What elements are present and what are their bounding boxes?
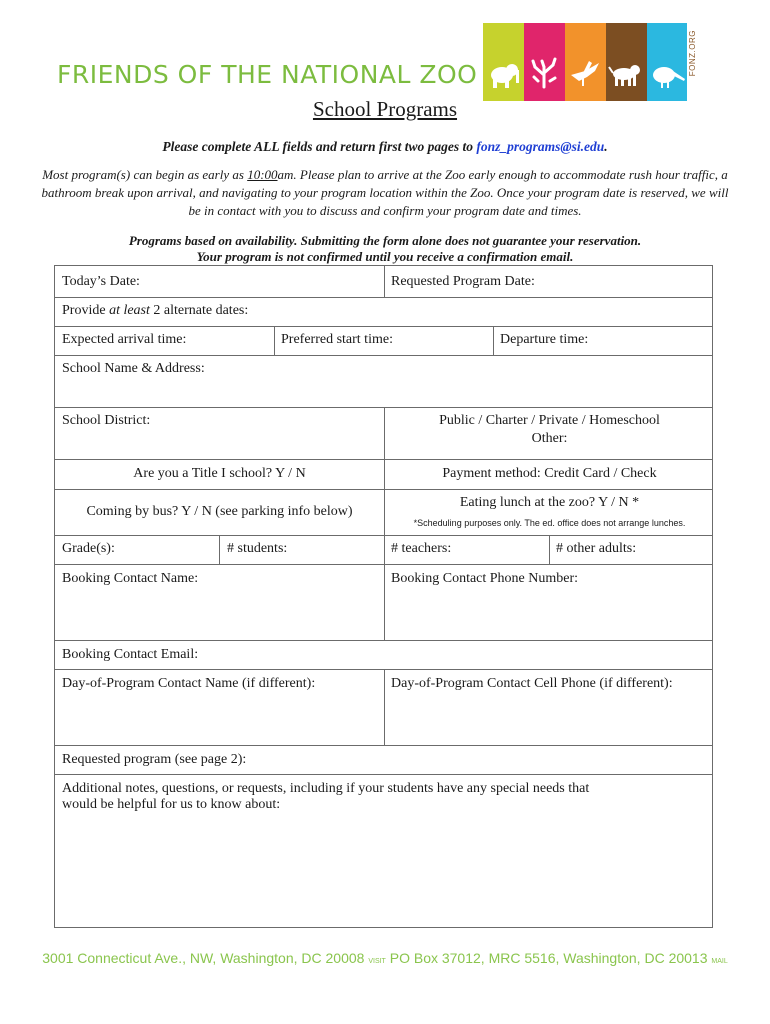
requested-program-field[interactable]: Requested program (see page 2): bbox=[62, 752, 247, 767]
bus-question[interactable]: Coming by bus? Y / N (see parking info below) bbox=[86, 504, 353, 519]
mail-address: PO Box 37012, MRC 5516, Washington, DC 20013 bbox=[385, 950, 712, 966]
mail-tag: MAIL bbox=[711, 958, 728, 965]
registration-form bbox=[54, 265, 713, 928]
requested-program-date-field[interactable]: Requested Program Date: bbox=[391, 274, 535, 289]
column-divider bbox=[493, 326, 494, 355]
notes-label-line-2: would be helpful for us to know about: bbox=[62, 797, 281, 812]
lunch-question[interactable]: Eating lunch at the zoo? Y / N * bbox=[459, 495, 640, 510]
booking-contact-name-field[interactable]: Booking Contact Name: bbox=[62, 571, 199, 586]
row-divider bbox=[55, 774, 712, 775]
row-divider bbox=[55, 297, 712, 298]
booking-contact-email-field[interactable]: Booking Contact Email: bbox=[62, 647, 199, 662]
school-district-field[interactable]: School District: bbox=[62, 413, 151, 428]
notes-label-line-1: Additional notes, questions, or requests, including if your students have any special needs that bbox=[62, 781, 590, 796]
alternate-dates-label: Provide bbox=[62, 303, 110, 318]
column-divider bbox=[274, 326, 275, 355]
visit-tag: VISIT bbox=[368, 958, 386, 965]
day-of-program-contact-phone-field[interactable]: Day-of-Program Contact Cell Phone (if different): bbox=[391, 676, 673, 691]
day-of-program-contact-name-field[interactable]: Day-of-Program Contact Name (if different): bbox=[62, 676, 316, 691]
page-title: School Programs bbox=[312, 97, 458, 121]
students-count-field[interactable]: # students: bbox=[227, 541, 288, 556]
logo-block-brown bbox=[606, 23, 647, 101]
notice-line-2: Your program is not confirmed until you receive a confirmation email. bbox=[196, 249, 574, 264]
column-divider bbox=[549, 535, 550, 564]
row-divider bbox=[55, 640, 712, 641]
org-name: FRIENDS OF THE NATIONAL ZOO bbox=[57, 60, 478, 89]
additional-notes-field[interactable] bbox=[62, 781, 589, 813]
school-type-other-field[interactable]: Other: bbox=[531, 431, 568, 446]
instructions-period: . bbox=[604, 139, 608, 154]
logo-block-blue bbox=[647, 23, 687, 101]
preferred-start-field[interactable]: Preferred start time: bbox=[281, 332, 393, 347]
alternate-dates-emphasis: at least bbox=[109, 303, 150, 318]
departure-time-field[interactable]: Departure time: bbox=[500, 332, 589, 347]
teachers-count-field[interactable]: # teachers: bbox=[391, 541, 452, 556]
column-divider bbox=[384, 266, 385, 297]
start-time: 10:00 bbox=[247, 167, 278, 182]
logo-block-pink bbox=[524, 23, 565, 101]
footer-address bbox=[0, 950, 770, 966]
availability-notice bbox=[40, 233, 730, 265]
logo-url-text: FONZ.ORG bbox=[688, 30, 697, 77]
title-i-question[interactable]: Are you a Title I school? Y / N bbox=[133, 466, 306, 481]
coral-icon bbox=[524, 23, 565, 101]
school-type-options[interactable]: Public / Charter / Private / Homeschool bbox=[439, 413, 660, 428]
kiwi-icon bbox=[647, 23, 687, 101]
alternate-dates-label-end: 2 alternate dates: bbox=[149, 303, 249, 318]
instructions-text: Please complete ALL fields and return first two pages to bbox=[162, 139, 477, 154]
notice-line-1: Programs based on availability. Submitting the form alone does not guarantee your reservation. bbox=[128, 233, 642, 248]
bird-icon bbox=[565, 23, 606, 101]
submission-instructions bbox=[0, 139, 770, 155]
program-timing-paragraph bbox=[40, 166, 730, 220]
lion-icon bbox=[606, 23, 647, 101]
row-divider bbox=[55, 326, 712, 327]
logo-block-green bbox=[483, 23, 524, 101]
school-name-address-field[interactable]: School Name & Address: bbox=[62, 361, 205, 376]
other-adults-count-field[interactable]: # other adults: bbox=[556, 541, 637, 556]
column-divider bbox=[384, 535, 385, 640]
logo-block-orange bbox=[565, 23, 606, 101]
timing-text-a: Most program(s) can begin as early as bbox=[42, 167, 248, 182]
row-divider bbox=[55, 745, 712, 746]
payment-method-question[interactable]: Payment method: Credit Card / Check bbox=[442, 466, 657, 481]
email-link[interactable]: fonz_programs@si.edu bbox=[476, 139, 605, 154]
column-divider bbox=[384, 669, 385, 745]
grades-field[interactable]: Grade(s): bbox=[62, 541, 115, 556]
timing-text-b: am. Please plan to arrive at the Zoo early enough to accommodate rush hour traffic, a bathroom break upon arrival, and navigating to your program location within the Zoo. Once your program date is reserved, we will be in contact with you to discuss and confirm your program date and times. bbox=[41, 167, 729, 218]
visit-address: 3001 Connecticut Ave., NW, Washington, DC 20008 bbox=[42, 950, 369, 966]
elephant-icon bbox=[483, 23, 524, 101]
booking-contact-phone-field[interactable]: Booking Contact Phone Number: bbox=[391, 571, 579, 586]
todays-date-field[interactable]: Today’s Date: bbox=[62, 274, 140, 289]
row-divider bbox=[55, 355, 712, 356]
column-divider bbox=[219, 535, 220, 564]
lunch-footnote: *Scheduling purposes only. The ed. office does not arrange lunches. bbox=[413, 518, 686, 528]
expected-arrival-field[interactable]: Expected arrival time: bbox=[62, 332, 187, 347]
alternate-dates-field[interactable] bbox=[62, 303, 248, 319]
fonz-logo bbox=[483, 23, 687, 101]
